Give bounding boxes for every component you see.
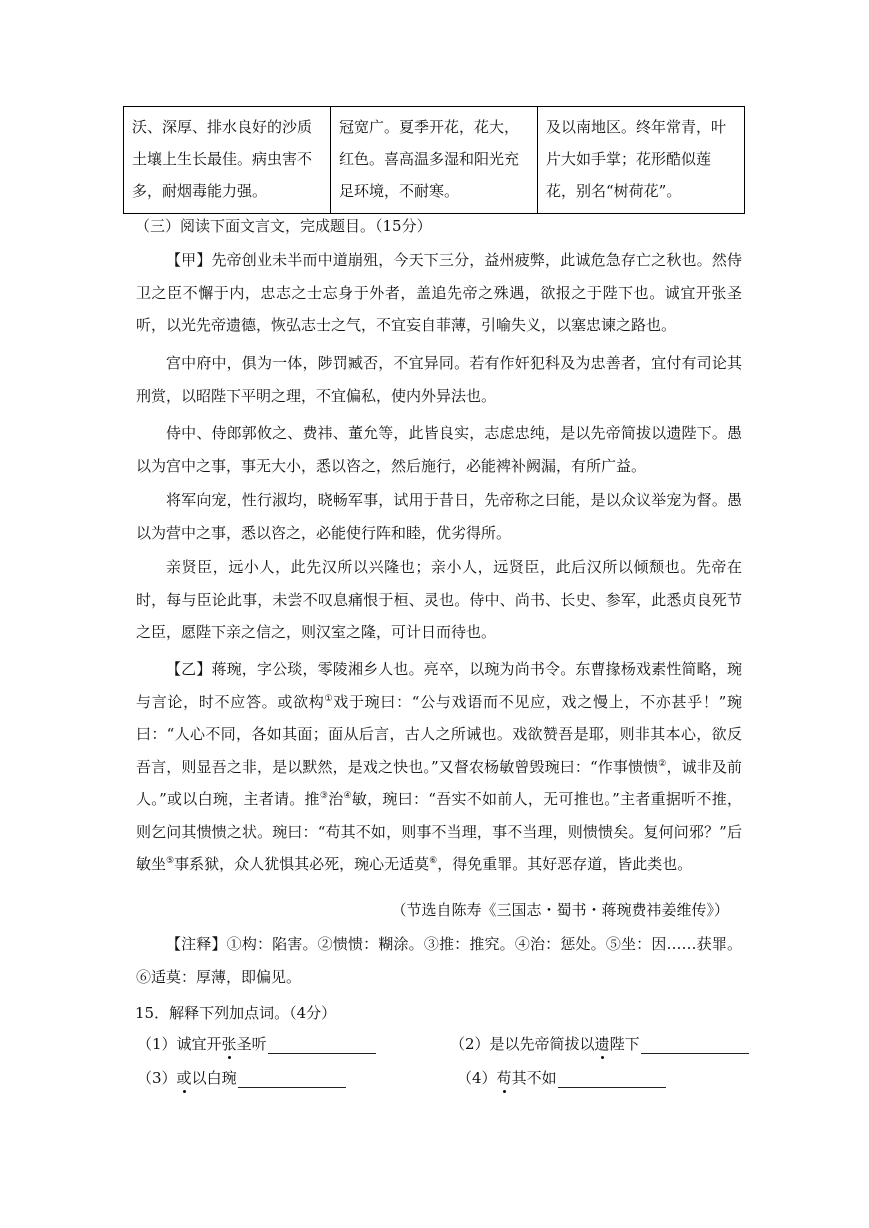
passage-jia-para-5: 亲贤臣，远小人，此先汉所以兴隆也；亲小人，远贤臣，此后汉所以倾颓也。先帝在时，每与臣论此事，未尝不叹息痛恨于桓、灵也。侍中、尚书、长史、参军，此悉贞良死节之臣，愿陛下亲之信之，则汉室之隆，可计日而待也。 bbox=[136, 558, 742, 641]
question-text: 以白琬 bbox=[191, 1069, 237, 1087]
question-item-3 bbox=[137, 1068, 346, 1088]
passage-yi bbox=[136, 653, 742, 881]
question-text: （1）诚宜开 bbox=[137, 1035, 222, 1053]
table-row bbox=[124, 107, 745, 214]
table-cell: 沃、深厚、排水良好的沙质土壤上生长最佳。病虫害不多，耐烟毒能力强。 bbox=[124, 107, 331, 214]
table-cell: 及以南地区。终年常青，叶片大如手掌；花形酷似莲花，别名“树荷花”。 bbox=[538, 107, 745, 214]
answer-blank[interactable] bbox=[268, 1038, 376, 1054]
footnote-marker: ① bbox=[324, 693, 334, 704]
passage-yi-text: 戏于琬曰：“公与戏语而不见应，戏之慢上，不亦甚乎！”琬曰：“人心不同，各如其面；面从后言，古人之所诫也。戏欲赞吾是耶，则非其本心，欲反吾言，则显吾之非，是以默然，是戏之快也。”又督农杨敏曾毁琬曰：“作事愦愦 bbox=[136, 692, 742, 776]
answer-blank[interactable] bbox=[238, 1072, 346, 1088]
question-text: 圣听 bbox=[236, 1035, 267, 1053]
passage-jia-para-3: 侍中、侍郎郭攸之、费祎、董允等，此皆良实，志虑忠纯，是以先帝简拔以遗陛下。愚以为宫中之事，事无大小，悉以咨之，然后施行，必能裨补阙漏，有所广益。 bbox=[136, 424, 742, 475]
section-heading: （三）阅读下面文言文，完成题目。（15分） bbox=[135, 217, 432, 235]
question-title: 15．解释下列加点词。（4分） bbox=[135, 1004, 337, 1022]
passage-jia-para-1: 【甲】先帝创业未半而中道崩殂，今天下三分，益州疲弊，此诚危急存亡之秋也。然侍卫之臣不懈于内，忠志之士忘身于外者，盖追先帝之殊遇，欲报之于陛下也。诚宜开张圣听，以光先帝遗德，恢弘志士之气，不宜妄自菲薄，引喻失义，以塞忠谏之路也。 bbox=[136, 251, 742, 334]
question-text: 其不如 bbox=[511, 1069, 557, 1087]
dotted-char: 苟 bbox=[496, 1069, 512, 1087]
question-item-2 bbox=[450, 1034, 749, 1054]
answer-blank[interactable] bbox=[641, 1038, 749, 1054]
passage-yi-text: 事系狱，众人犹惧其必死，琬心无适莫 bbox=[174, 855, 430, 873]
footnote-marker: ③ bbox=[319, 791, 329, 801]
question-text: 陛下 bbox=[609, 1035, 640, 1053]
question-item-1 bbox=[137, 1034, 376, 1054]
dotted-char: 或 bbox=[176, 1069, 192, 1087]
question-text: （4） bbox=[457, 1069, 497, 1087]
annotation-notes: 【注释】①构：陷害。②愦愦：糊涂。③推：推究。④治：惩处。⑤坐：因……获罪。⑥适莫：厚薄，即偏见。 bbox=[136, 935, 742, 986]
passage-jia-para-4: 将军向宠，性行淑均，晓畅军事，试用于昔日，先帝称之曰能，是以众议举宠为督。愚以为营中之事，悉以咨之，必能使行阵和睦，优劣得所。 bbox=[136, 491, 742, 542]
answer-blank[interactable] bbox=[558, 1072, 666, 1088]
table-cell: 冠宽广。夏季开花，花大，红色。喜高温多湿和阳光充足环境，不耐寒。 bbox=[331, 107, 538, 214]
dotted-char: 张 bbox=[221, 1035, 237, 1053]
dotted-char: 遗 bbox=[594, 1035, 610, 1053]
passage-yi-text: 【乙】蒋琬，字公琰，零陵湘乡人也。亮卒，以琬为尚书令。东曹掾杨戏素性简略，琬与言论，时不应答。或欲构 bbox=[136, 660, 742, 711]
question-text: （3） bbox=[137, 1069, 177, 1087]
question-item-4 bbox=[457, 1068, 666, 1088]
footnote-marker: ⑤ bbox=[166, 856, 175, 866]
passage-jia-para-2: 宫中府中，俱为一体，陟罚臧否，不宜异同。若有作奸犯科及为忠善者，宜付有司论其刑赏，以昭陛下平明之理，不宜偏私，使内外异法也。 bbox=[136, 354, 742, 405]
passage-yi-text: 治 bbox=[328, 790, 344, 808]
plant-info-table bbox=[123, 106, 745, 214]
source-citation: （节选自陈寿《三国志・蜀书・蒋琬费祎姜维传》） bbox=[391, 901, 729, 919]
footnote-marker: ⑥ bbox=[429, 856, 438, 866]
passage-yi-text: ，得免重罪。其好恶存道，皆此类也。 bbox=[437, 855, 693, 873]
question-text: （2）是以先帝简拔以 bbox=[450, 1035, 595, 1053]
passage-yi-text: ，诚非及前人。”或以白琬，主者请。推 bbox=[136, 757, 742, 808]
footnote-marker: ② bbox=[658, 758, 667, 769]
footnote-marker: ④ bbox=[343, 791, 352, 801]
passage-yi-text: 敏，琬曰：“吾实不如前人，无可推也。”主者重据听不推，则乞问其愦愦之状。琬曰：“苟其不如，则事不当理，事不当理，则愦愦矣。复何问邪？”后敏坐 bbox=[136, 790, 742, 873]
